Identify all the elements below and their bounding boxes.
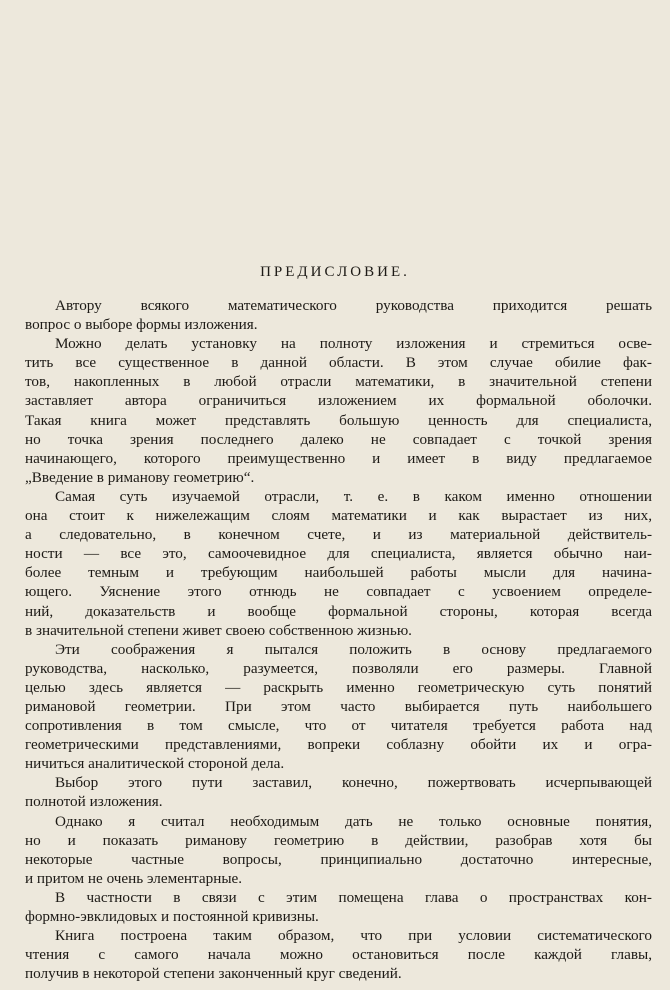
text-line: но и показать риманову геометрию в действии, разобрав хотя бы	[25, 831, 652, 849]
text-line: вопрос о выборе формы изложения.	[25, 316, 258, 334]
text-line: некоторые частные вопросы, принципиально достаточно интересные,	[25, 850, 652, 868]
text-line: римановой геометрии. При этом часто выбирается путь наибольшего	[25, 697, 652, 715]
text-line: ничиться аналитической стороной дела.	[25, 755, 285, 773]
paragraph	[25, 812, 652, 888]
text-line: а следовательно, в конечном счете, и из материальной действитель-	[25, 526, 652, 544]
text-line: ности — все это, самоочевидное для специалиста, является обычно наи-	[25, 545, 652, 563]
text-line: полнотой изложения.	[25, 793, 163, 811]
text-line: и притом не очень элементарные.	[25, 869, 243, 887]
text-line: геометрическими представлениями, вопреки соблазну обойти их и огра-	[25, 736, 652, 754]
paragraph	[25, 296, 652, 334]
text-line: Такая книга может представлять большую ценность для специалиста,	[25, 411, 652, 429]
paragraph	[25, 926, 652, 983]
text-line: более темным и требующим наибольшей работы мысли для начина-	[25, 564, 652, 582]
text-line: Автору всякого математического руководства приходится решать	[55, 297, 652, 314]
text-line: получив в некоторой степени законченный круг сведений.	[25, 965, 402, 983]
text-line: тов, накопленных в любой отрасли математики, в значительной степени	[25, 373, 652, 391]
text-line: но точка зрения последнего далеко не совпадает с точкой зрения	[25, 430, 652, 448]
text-line: тить все существенное в данной области. В этом случае обилие фак-	[25, 354, 652, 372]
text-line: ющего. Уяснение этого отнюдь не совпадает с усвоением определе-	[25, 583, 652, 601]
page-title: ПРЕДИСЛОВИЕ.	[260, 264, 410, 280]
text-line: Книга построена таким образом, что при условии систематического	[55, 927, 652, 945]
text-line: „Введение в риманову геометрию“.	[25, 468, 255, 486]
text-line: руководства, насколько, разумеется, позволяли его размеры. Главной	[25, 659, 652, 677]
text-line: В частности в связи с этим помещена глава о пространствах кон-	[55, 888, 652, 906]
text-line: в значительной степени живет своею собственною жизнью.	[25, 621, 412, 639]
paragraph	[25, 640, 652, 774]
text-line: сопротивления в том смысле, что от читателя требуется работа над	[25, 717, 652, 735]
body-text	[25, 296, 652, 983]
text-line: Выбор этого пути заставил, конечно, пожертвовать исчерпывающей	[55, 774, 652, 792]
text-line: начинающего, которого преимущественно и имеет в виду предлагаемое	[25, 449, 652, 467]
text-line: Можно делать установку на полноту изложения и стремиться осве-	[55, 335, 652, 353]
text-line: Эти соображения я пытался положить в основу предлагаемого	[55, 640, 652, 658]
text-line: ний, доказательств и вообще формальной стороны, которая всегда	[25, 602, 652, 620]
paragraph	[25, 487, 652, 640]
text-line: она стоит к нижележащим слоям математики и как вырастает из них,	[25, 507, 652, 525]
text-line: Однако я считал необходимым дать не только основные понятия,	[55, 812, 652, 830]
paragraph	[25, 334, 652, 487]
text-line: Самая суть изучаемой отрасли, т. е. в каком именно отношении	[55, 487, 652, 505]
text-line: чтения с самого начала можно остановиться после каждой главы,	[25, 946, 652, 964]
text-line: целью здесь является — раскрыть именно геометрическую суть понятий	[25, 678, 652, 696]
paragraph	[25, 773, 652, 811]
text-line: формно-эвклидовых и постоянной кривизны.	[25, 908, 319, 925]
text-line: заставляет автора ограничиться изложением их формальной оболочки.	[25, 392, 652, 410]
paragraph	[25, 888, 652, 926]
